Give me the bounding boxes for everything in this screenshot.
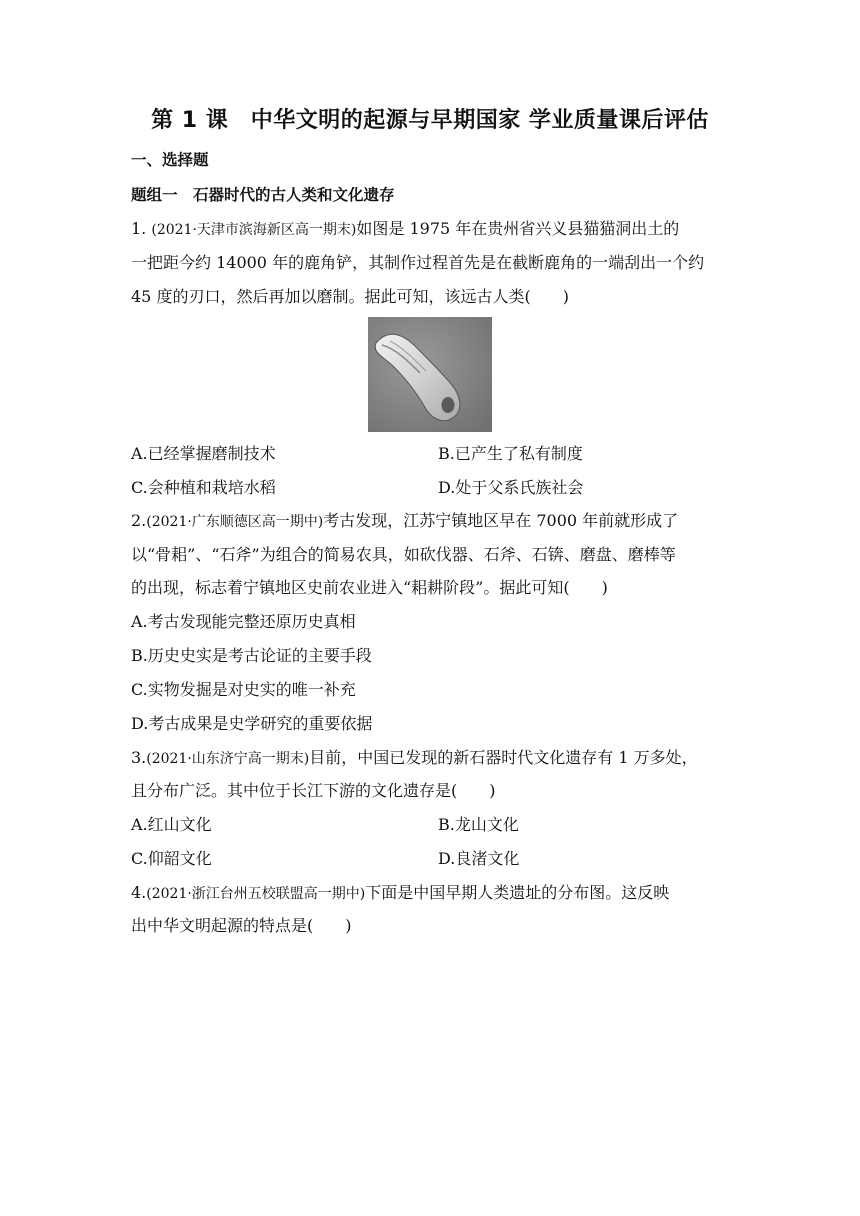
question-source: (2021·山东济宁高一期末)	[146, 751, 310, 767]
q1-option-a: A.已经掌握磨制技术	[131, 444, 276, 463]
q1-option-c: C.会种植和栽培水稻	[131, 478, 276, 497]
q3-option-c: C.仰韶文化	[131, 849, 212, 868]
question-text: 下面是中国早期人类遗址的分布图。这反映	[365, 883, 670, 902]
q2-option-c: C.实物发掘是对史实的唯一补充	[131, 680, 356, 699]
question-number: 2.	[131, 511, 147, 530]
q2-option-d: D.考古成果是史学研究的重要依据	[131, 714, 373, 733]
question-text: 考古发现，江苏宁镇地区早在 7000 年前就形成了	[323, 511, 679, 530]
question-source: (2021·广东顺德区高一期中)	[146, 514, 324, 530]
section-heading: 一、选择题	[131, 151, 209, 169]
q3-option-d: D.良渚文化	[438, 849, 520, 868]
question-4-line-2: 出中华文明起源的特点是( )	[131, 916, 352, 935]
question-1-line-1	[131, 219, 679, 240]
question-4-line-1	[131, 883, 669, 904]
group-heading: 题组一 石器时代的古人类和文化遗存	[131, 186, 395, 204]
q3-option-b: B.龙山文化	[438, 815, 519, 834]
question-3-line-1	[131, 748, 698, 769]
question-2-line-3: 的出现，标志着宁镇地区史前农业进入“耜耕阶段”。据此可知( )	[131, 578, 608, 597]
question-source: (2021·浙江台州五校联盟高一期中)	[146, 886, 366, 902]
q1-option-b: B.已产生了私有制度	[438, 444, 583, 463]
question-2-line-1	[131, 511, 678, 532]
question-3-line-2: 且分布广泛。其中位于长江下游的文化遗存是( )	[131, 781, 496, 800]
question-text: 如图是 1975 年在贵州省兴义县猫猫洞出土的	[356, 219, 680, 238]
q2-option-b: B.历史史实是考古论证的主要手段	[131, 646, 372, 665]
question-2-line-2: 以“骨耜”、“石斧”为组合的简易农具，如砍伐器、石斧、石锛、磨盘、磨棒等	[131, 545, 676, 564]
question-1-line-3: 45 度的刃口，然后再加以磨制。据此可知，该远古人类( )	[131, 287, 569, 306]
antler-shovel-photo	[368, 317, 492, 432]
question-number: 3.	[131, 748, 147, 767]
question-number: 4.	[131, 883, 147, 902]
question-text: 目前，中国已发现的新石器时代文化遗存有 1 万多处，	[309, 748, 698, 767]
question-number: 1.	[131, 219, 147, 238]
q1-option-d: D.处于父系氏族社会	[438, 478, 584, 497]
page-title: 第 1 课 中华文明的起源与早期国家 学业质量课后评估	[151, 108, 709, 133]
question-source: (2021·天津市滨海新区高一期末)	[151, 222, 357, 238]
question-1-line-2: 一把距今约 14000 年的鹿角铲，其制作过程首先是在截断鹿角的一端刮出一个约	[131, 253, 705, 272]
q2-option-a: A.考古发现能完整还原历史真相	[131, 612, 356, 631]
q3-option-a: A.红山文化	[131, 815, 212, 834]
